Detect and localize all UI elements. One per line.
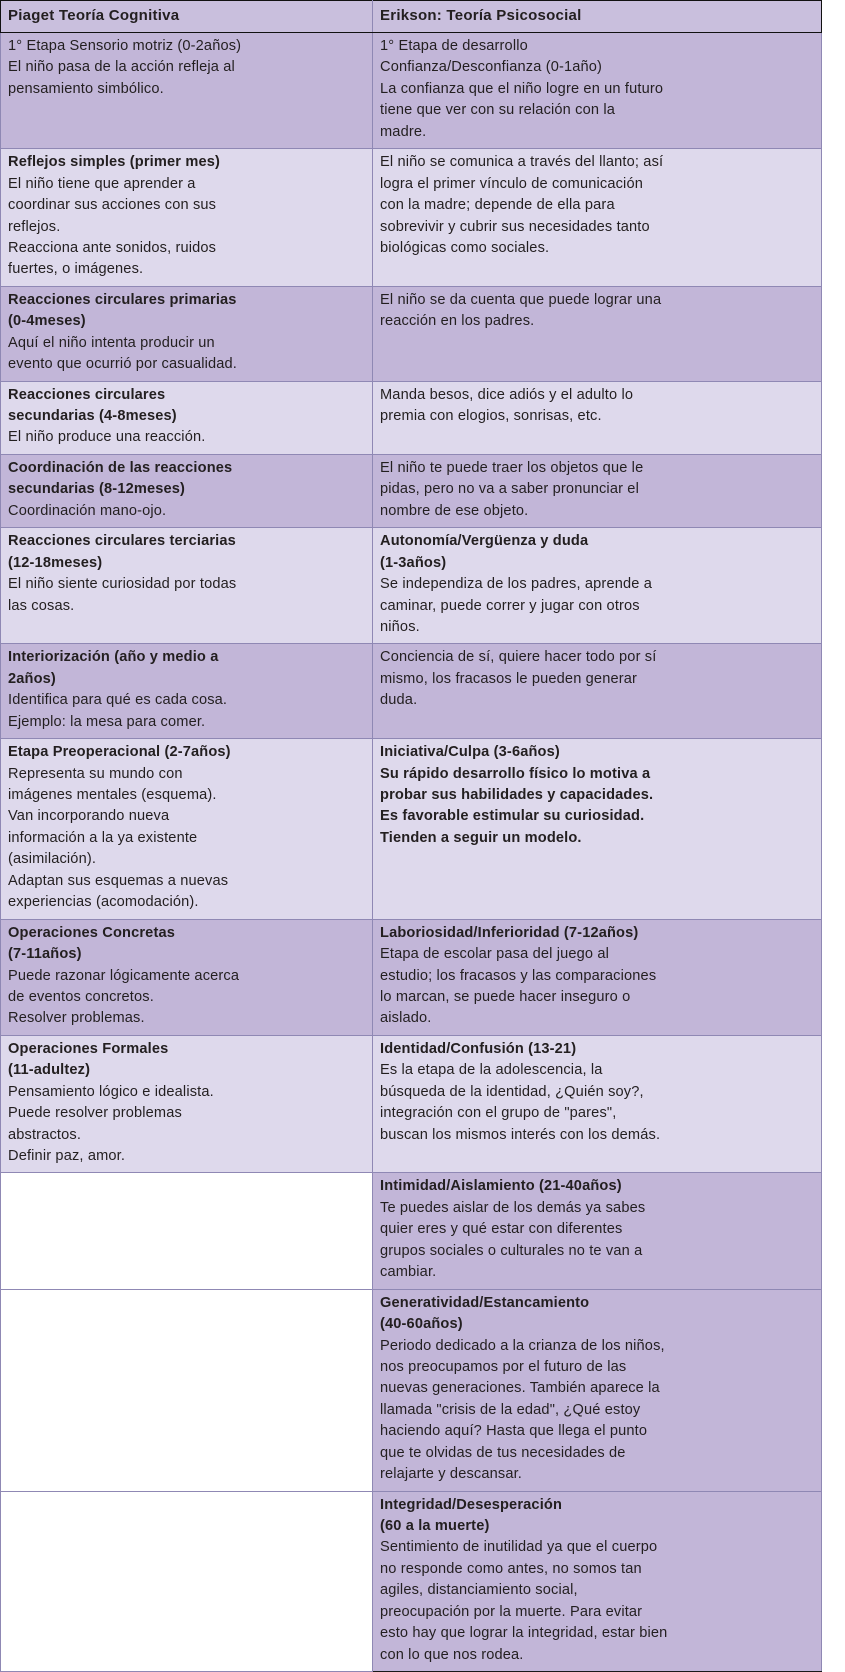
erikson-description-line: lo marcan, se puede hacer inseguro o — [380, 988, 631, 1005]
erikson-description-line: sobrevivir y cubrir sus necesidades tanto — [380, 218, 650, 235]
erikson-description-line: Te puedes aislar de los demás ya sabes — [380, 1199, 646, 1216]
piaget-stage-title: Coordinación de las reacciones — [8, 459, 233, 476]
piaget-stage-title: Operaciones Formales — [8, 1040, 169, 1057]
erikson-stage-title-cont: (40-60años) — [380, 1316, 463, 1333]
header-row — [1, 1, 822, 33]
piaget-description-line: Puede razonar lógicamente acerca — [8, 967, 240, 984]
erikson-description-line: con la madre; depende de ella para — [380, 197, 615, 214]
erikson-description-line: Tienden a seguir un modelo. — [380, 829, 582, 846]
piaget-description-line: Reacciona ante sonidos, ruidos — [8, 239, 217, 256]
erikson-description-line: con lo que nos rodea. — [380, 1646, 524, 1663]
piaget-description-line: Puede resolver problemas — [8, 1105, 182, 1122]
table-row — [1, 1289, 822, 1491]
erikson-description-line: biológicas como sociales. — [380, 239, 550, 256]
table-header — [1, 1, 822, 33]
erikson-description-line: La confianza que el niño logre en un futuro — [380, 80, 664, 97]
cell-erikson — [373, 286, 822, 381]
erikson-stage-title: Intimidad/Aislamiento (21-40años) — [380, 1178, 622, 1195]
piaget-stage-title: 1° Etapa Sensorio motriz (0-2años) — [8, 38, 242, 55]
piaget-description-line: Identifica para qué es cada cosa. — [8, 692, 228, 709]
erikson-description-line: nombre de ese objeto. — [380, 502, 529, 519]
erikson-description-line: integración con el grupo de "pares", — [380, 1105, 617, 1122]
piaget-description-line: El niño pasa de la acción refleja al — [8, 59, 235, 76]
piaget-description-line: Representa su mundo con — [8, 765, 183, 782]
piaget-stage-title: Reflejos simples (primer mes) — [8, 154, 220, 171]
erikson-stage-title: Identidad/Confusión (13-21) — [380, 1040, 577, 1057]
cell-erikson — [373, 1035, 822, 1173]
erikson-description-line: Sentimiento de inutilidad ya que el cuerpo — [380, 1539, 658, 1556]
cell-piaget — [1, 528, 373, 644]
piaget-stage-title-cont: (7-11años) — [8, 946, 82, 963]
erikson-stage-title-cont: (60 a la muerte) — [380, 1518, 490, 1535]
cell-erikson — [373, 919, 822, 1035]
erikson-stage-title: Autonomía/Vergüenza y duda — [380, 533, 589, 550]
piaget-stage-title-cont: secundarias (8-12meses) — [8, 481, 186, 498]
table-row — [1, 739, 822, 920]
erikson-description-line: agiles, distanciamiento social, — [380, 1582, 578, 1599]
erikson-description-line: haciendo aquí? Hasta que llega el punto — [380, 1423, 648, 1440]
erikson-description-line: quier eres y qué estar con diferentes — [380, 1221, 623, 1238]
erikson-description-line: Es favorable estimular su curiosidad. — [380, 808, 645, 825]
piaget-description-line: reflejos. — [8, 218, 61, 235]
piaget-description-line: Pensamiento lógico e idealista. — [8, 1083, 214, 1100]
erikson-description-line: mismo, los fracasos le pueden generar — [380, 670, 638, 687]
piaget-stage-title: Operaciones Concretas — [8, 924, 175, 941]
piaget-description-line: coordinar sus acciones con sus — [8, 197, 217, 214]
erikson-description-line: grupos sociales o culturales no te van a — [380, 1242, 643, 1259]
erikson-description-line: no responde como antes, no somos tan — [380, 1560, 642, 1577]
erikson-description-line: logra el primer vínculo de comunicación — [380, 175, 643, 192]
erikson-description-line: madre. — [380, 123, 427, 140]
erikson-stage-title-cont: (1-3años) — [380, 554, 447, 571]
piaget-description-line: El niño produce una reacción. — [8, 429, 206, 446]
erikson-description-line: Manda besos, dice adiós y el adulto lo — [380, 386, 634, 403]
column-header-piaget: Piaget Teoría Cognitiva — [1, 1, 373, 33]
cell-piaget — [1, 286, 373, 381]
erikson-description-line: que te olvidas de tus necesidades de — [380, 1444, 626, 1461]
piaget-description-line: Coordinación mano-ojo. — [8, 502, 167, 519]
erikson-stage-title: Iniciativa/Culpa (3-6años) — [380, 744, 560, 761]
cell-erikson — [373, 1289, 822, 1491]
cell-erikson — [373, 1173, 822, 1289]
erikson-description-line: nos preocupamos por el futuro de las — [380, 1358, 627, 1375]
piaget-description-line: El niño siente curiosidad por todas — [8, 576, 237, 593]
erikson-description-line: buscan los mismos interés con los demás. — [380, 1126, 661, 1143]
piaget-stage-title-cont: secundarias (4-8meses) — [8, 408, 177, 425]
erikson-description-line: búsqueda de la identidad, ¿Quién soy?, — [380, 1083, 644, 1100]
piaget-description-line: experiencias (acomodación). — [8, 894, 199, 911]
piaget-stage-title-cont: (12-18meses) — [8, 554, 103, 571]
piaget-description-line: imágenes mentales (esquema). — [8, 787, 217, 804]
cell-piaget-empty — [1, 1491, 373, 1672]
table-body — [1, 33, 822, 1672]
erikson-description-line: llamada "crisis de la edad", ¿Qué estoy — [380, 1401, 641, 1418]
cell-piaget — [1, 919, 373, 1035]
piaget-description-line: Definir paz, amor. — [8, 1148, 126, 1165]
erikson-description-line: Su rápido desarrollo físico lo motiva a — [380, 765, 651, 782]
table-row — [1, 454, 822, 527]
erikson-description-line: El niño se da cuenta que puede lograr una — [380, 291, 662, 308]
piaget-description-line: de eventos concretos. — [8, 988, 154, 1005]
piaget-stage-title: Interiorización (año y medio a — [8, 649, 219, 666]
erikson-description-line: cambiar. — [380, 1264, 437, 1281]
erikson-description-line: reacción en los padres. — [380, 313, 535, 330]
erikson-description-line: probar sus habilidades y capacidades. — [380, 787, 654, 804]
erikson-description-line: Se independiza de los padres, aprende a — [380, 576, 652, 593]
cell-piaget — [1, 739, 373, 920]
erikson-description-line: tiene que ver con su relación con la — [380, 102, 615, 119]
cell-erikson — [373, 149, 822, 287]
erikson-description-line: estudio; los fracasos y las comparaciones — [380, 967, 657, 984]
erikson-description-line: Periodo dedicado a la crianza de los niños, — [380, 1337, 665, 1354]
cell-piaget-empty — [1, 1173, 373, 1289]
cell-erikson — [373, 1491, 822, 1672]
table-row — [1, 919, 822, 1035]
piaget-description-line: Aquí el niño intenta producir un — [8, 334, 215, 351]
cell-piaget — [1, 1035, 373, 1173]
erikson-description-line: niños. — [380, 618, 420, 635]
cell-erikson — [373, 739, 822, 920]
piaget-description-line: Resolver problemas. — [8, 1010, 145, 1027]
erikson-description-line: nuevas generaciones. También aparece la — [380, 1380, 660, 1397]
cell-piaget — [1, 149, 373, 287]
piaget-stage-title-cont: 2años) — [8, 670, 56, 687]
piaget-description-line: El niño tiene que aprender a — [8, 175, 196, 192]
table-row — [1, 1491, 822, 1672]
piaget-stage-title: Reacciones circulares — [8, 386, 166, 403]
piaget-stage-title: Etapa Preoperacional (2-7años) — [8, 744, 231, 761]
erikson-description-line: El niño se comunica a través del llanto; así — [380, 154, 664, 171]
table-row — [1, 644, 822, 739]
table-row — [1, 149, 822, 287]
erikson-description-line: Confianza/Desconfianza (0-1año) — [380, 59, 603, 76]
piaget-description-line: Ejemplo: la mesa para comer. — [8, 713, 206, 730]
table-row — [1, 286, 822, 381]
piaget-description-line: Adaptan sus esquemas a nuevas — [8, 872, 229, 889]
cell-piaget — [1, 381, 373, 454]
table-row — [1, 33, 822, 149]
erikson-description-line: relajarte y descansar. — [380, 1466, 523, 1483]
table-row — [1, 1173, 822, 1289]
erikson-description-line: duda. — [380, 692, 418, 709]
piaget-stage-title: Reacciones circulares primarias — [8, 291, 237, 308]
erikson-description-line: caminar, puede correr y jugar con otros — [380, 597, 640, 614]
piaget-description-line: Van incorporando nueva — [8, 808, 170, 825]
piaget-description-line: (asimilación). — [8, 851, 97, 868]
erikson-description-line: pidas, pero no va a saber pronunciar el — [380, 481, 639, 498]
table-row — [1, 1035, 822, 1173]
cell-erikson — [373, 644, 822, 739]
piaget-description-line: evento que ocurrió por casualidad. — [8, 356, 238, 373]
piaget-stage-title: Reacciones circulares terciarias — [8, 533, 236, 550]
cell-piaget — [1, 33, 373, 149]
erikson-description-line: Etapa de escolar pasa del juego al — [380, 946, 610, 963]
erikson-description-line: Conciencia de sí, quiere hacer todo por sí — [380, 649, 657, 666]
table-row — [1, 528, 822, 644]
erikson-stage-title: Generatividad/Estancamiento — [380, 1294, 590, 1311]
cell-erikson — [373, 381, 822, 454]
piaget-description-line: información a la ya existente — [8, 829, 198, 846]
piaget-description-line: pensamiento simbólico. — [8, 80, 164, 97]
erikson-description-line: Es la etapa de la adolescencia, la — [380, 1062, 603, 1079]
cell-erikson — [373, 33, 822, 149]
cell-erikson — [373, 528, 822, 644]
erikson-description-line: aislado. — [380, 1010, 432, 1027]
piaget-stage-title-cont: (11-adultez) — [8, 1062, 91, 1079]
piaget-stage-title-cont: (0-4meses) — [8, 313, 86, 330]
erikson-description-line: premia con elogios, sonrisas, etc. — [380, 408, 602, 425]
cell-piaget — [1, 454, 373, 527]
erikson-stage-title: 1° Etapa de desarrollo — [380, 38, 528, 55]
piaget-description-line: las cosas. — [8, 597, 75, 614]
piaget-description-line: abstractos. — [8, 1126, 82, 1143]
cell-erikson — [373, 454, 822, 527]
erikson-stage-title: Laboriosidad/Inferioridad (7-12años) — [380, 924, 639, 941]
erikson-description-line: esto hay que lograr la integridad, estar bien — [380, 1625, 668, 1642]
erikson-description-line: El niño te puede traer los objetos que le — [380, 459, 644, 476]
cell-piaget-empty — [1, 1289, 373, 1491]
erikson-description-line: preocupación por la muerte. Para evitar — [380, 1603, 643, 1620]
table-row — [1, 381, 822, 454]
cell-piaget — [1, 644, 373, 739]
piaget-description-line: fuertes, o imágenes. — [8, 261, 144, 278]
column-header-erikson: Erikson: Teoría Psicosocial — [373, 1, 822, 33]
erikson-stage-title: Integridad/Desesperación — [380, 1496, 563, 1513]
